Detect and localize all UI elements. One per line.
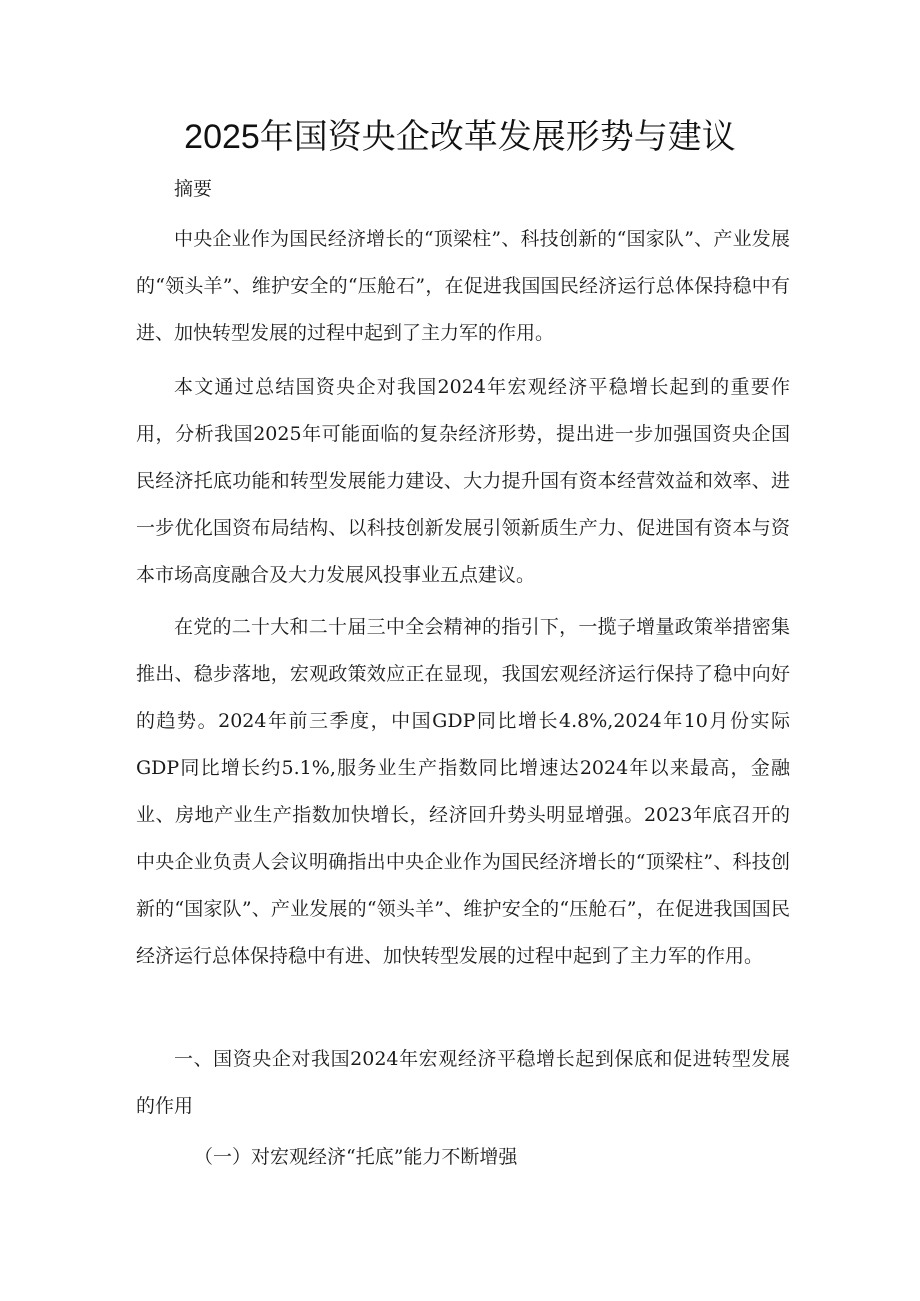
- paragraph-context: 在党的二十大和二十届三中全会精神的指引下，一揽子增量政策举措密集推出、稳步落地，宏观政策效应正在显现，我国宏观经济运行保持了稳中向好的趋势。2024年前三季度，中国GDP同比增长4.8%,2024年10月份实际GDP同比增长约5.1%,服务业生产指数同比增速达2024年以来最高，金融业、房地产业生产指数加快增长，经济回升势头明显增强。2023年底召开的中央企业负责人会议明确指出中央企业作为国民经济增长的“顶梁柱”、科技创新的“国家队”、产业发展的“领头羊”、维护安全的“压舱石”，在促进我国国民经济运行总体保持稳中有进、加快转型发展的过程中起到了主力军的作用。: [136, 616, 790, 967]
- paragraph-summary: 本文通过总结国资央企对我国2024年宏观经济平稳增长起到的重要作用，分析我国2025年可能面临的复杂经济形势，提出进一步加强国资央企国民经济托底功能和转型发展能力建设、大力提升国有资本经营效益和效率、进一步优化国资布局结构、以科技创新发展引领新质生产力、促进国有资本与资本市场高度融合及大力发展风投事业五点建议。: [136, 376, 790, 586]
- abstract-label: 摘要: [174, 178, 213, 200]
- subsection-heading: （一）对宏观经济“托底”能力不断增强: [194, 1146, 518, 1168]
- section-heading: 一、国资央企对我国2024年宏观经济平稳增长起到保底和促进转型发展的作用: [136, 1048, 790, 1117]
- paragraph-intro: 中央企业作为国民经济增长的“顶梁柱”、科技创新的“国家队”、产业发展的“领头羊”、维护安全的“压舱石”，在促进我国国民经济运行总体保持稳中有进、加快转型发展的过程中起到了主力军的作用。: [136, 228, 790, 344]
- document-title: 2025年国资央企改革发展形势与建议: [184, 118, 736, 156]
